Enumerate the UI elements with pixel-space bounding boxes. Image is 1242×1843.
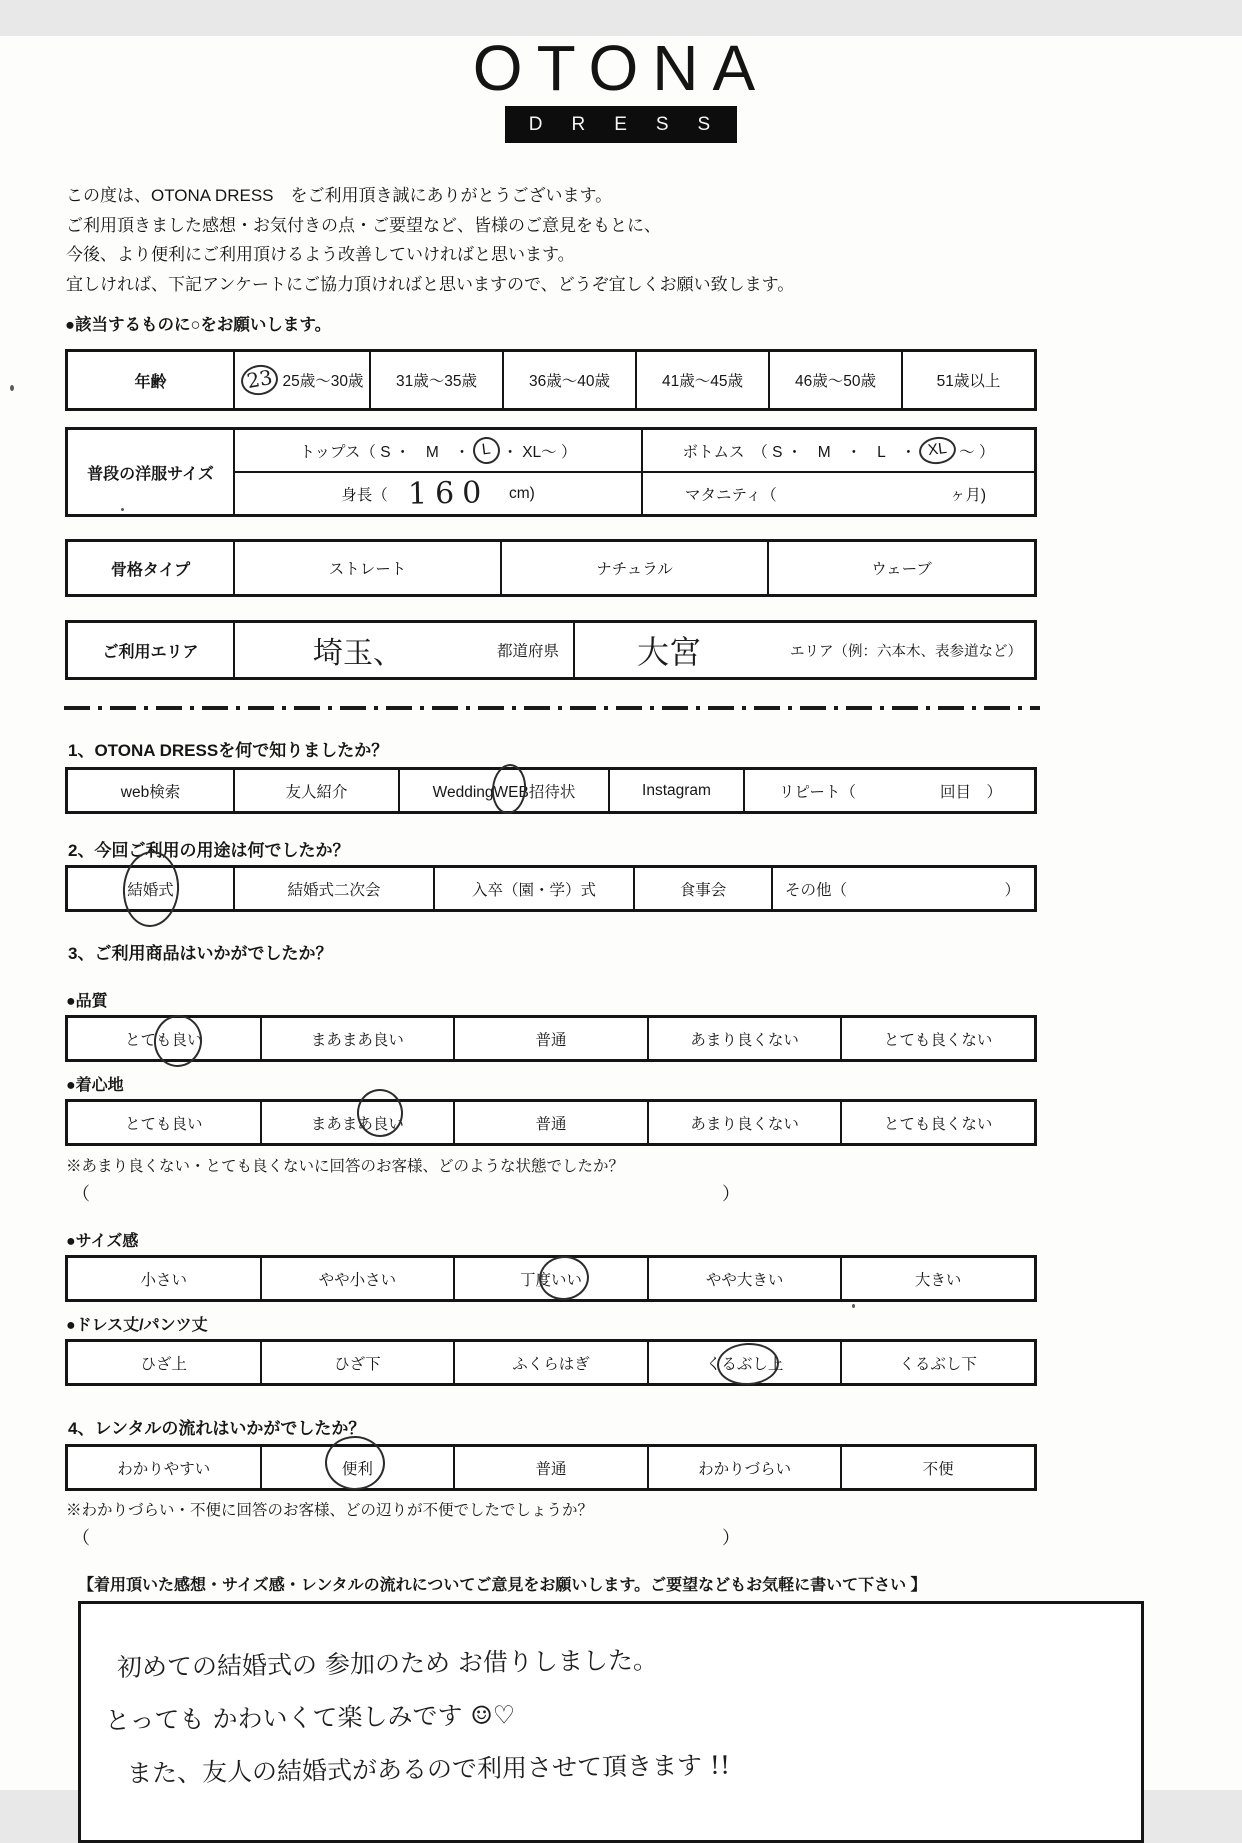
other-close-paren: ） xyxy=(1004,881,1020,899)
open-paren: （ xyxy=(72,1528,90,1548)
quality-option-label: とても良い xyxy=(125,1031,203,1049)
quality-table xyxy=(65,1015,1037,1062)
comfort-option-normal: 普通 xyxy=(453,1102,647,1143)
comfort-option-label: まあまあ良い xyxy=(310,1115,404,1133)
q1-option-weddingweb xyxy=(398,770,608,811)
q1-option-web: web検索 xyxy=(120,783,181,801)
prefecture-cell xyxy=(233,623,573,677)
area-example-note: エリア（例：六本木、表参道など） xyxy=(790,643,1022,660)
fit-option-just-right xyxy=(453,1258,647,1299)
comment-section-header: 【着用頂いた感想・サイズ感・レンタルの流れについてご意見をお願いします。ご要望などもお気軽に書いて下さい 】 xyxy=(78,1577,927,1594)
fit-option-large: 大きい xyxy=(840,1258,1034,1299)
q2-option-label: 結婚式 xyxy=(127,881,174,899)
tops-selected-circle: L xyxy=(471,435,501,465)
handwritten-comment-line: また、友人の結婚式があるので利用させて頂きます !! xyxy=(126,1750,731,1788)
scan-artifact xyxy=(121,508,124,511)
age-option-51-plus: 51歳以上 xyxy=(901,352,1034,408)
comfort-option-good xyxy=(260,1102,454,1143)
bottoms-size-cell xyxy=(641,430,1034,471)
q3-followup-note: ※あまり良くない・とても良くないに回答のお客様、どのような状態でしたか？ xyxy=(66,1158,625,1175)
q4-answer-parens xyxy=(72,1524,740,1550)
q2-option-wedding xyxy=(68,868,233,909)
q4-option-convenient xyxy=(260,1447,454,1488)
handwritten-comment-line: 初めての結婚式の 参加のため お借りしました。 xyxy=(116,1645,659,1683)
fit-label: ●サイズ感 xyxy=(66,1233,139,1250)
length-option-below-ankle: くるぶし下 xyxy=(840,1342,1034,1383)
maternity-cell xyxy=(641,473,1034,514)
city-cell xyxy=(573,623,1034,677)
survey-form-page xyxy=(0,32,1242,1790)
handwritten-city: 大宮 xyxy=(637,633,702,671)
repeat-label: リピート（ xyxy=(779,783,856,801)
maternity-label: マタニティ（ xyxy=(685,486,777,504)
age-option-46-50: 46歳～50歳 xyxy=(768,352,901,408)
length-option-above-knee: ひざ上 xyxy=(140,1355,188,1373)
q2-option-dinner: 食事会 xyxy=(633,868,771,909)
area-label: ご利用エリア xyxy=(102,643,199,661)
comfort-option-very-good: とても良い xyxy=(125,1115,203,1133)
q3-title: 3、ご利用商品はいかがでしたか？ xyxy=(68,944,333,963)
q2-option-other xyxy=(771,868,1038,909)
fit-option-label: 丁度いい xyxy=(519,1271,582,1289)
q2-table xyxy=(65,865,1037,912)
length-option-below-knee: ひざ下 xyxy=(260,1342,454,1383)
q4-followup-note: ※わかりづらい・不便に回答のお客様、どの辺りが不便でしたでしょうか？ xyxy=(66,1502,594,1519)
quality-option-very-good xyxy=(68,1018,260,1059)
age-option-41-45: 41歳～45歳 xyxy=(635,352,768,408)
skeleton-option-natural: ナチュラル xyxy=(500,542,767,594)
length-label: ●ドレス丈/パンツ丈 xyxy=(66,1317,208,1334)
q1-table xyxy=(65,767,1037,814)
skeleton-option-straight: ストレート xyxy=(233,542,500,594)
comfort-option-bad: とても良くない xyxy=(840,1102,1034,1143)
length-option-above-ankle xyxy=(647,1342,841,1383)
fit-table xyxy=(65,1255,1037,1302)
usage-area-table xyxy=(65,620,1037,680)
bottoms-options-end: ～ ） xyxy=(959,443,995,461)
handwritten-age-value: 23 xyxy=(239,362,281,398)
fit-option-slightly-large: やや大きい xyxy=(647,1258,841,1299)
q4-title: 4、レンタルの流れはいかがでしたか？ xyxy=(68,1419,366,1438)
handwritten-height-value: 160 xyxy=(407,475,490,512)
quality-option-bad: とても良くない xyxy=(840,1018,1034,1059)
comfort-label: ●着心地 xyxy=(66,1077,124,1094)
quality-option-not-good: あまり良くない xyxy=(647,1018,841,1059)
handwritten-comment-line: とっても かわいくて楽しみです ☺♡ xyxy=(104,1700,516,1736)
height-label: 身長（ xyxy=(341,486,388,504)
q3-answer-parens xyxy=(72,1180,740,1206)
intro-line: 今後、より便利にご利用頂けるよう改善していければと思います。 xyxy=(66,245,575,264)
length-option-calf: ふくらはぎ xyxy=(453,1342,647,1383)
logo xyxy=(472,32,770,143)
q4-table xyxy=(65,1444,1037,1491)
intro-line: 宜しければ、下記アンケートにご協力頂ければと思いますので、どうぞ宜しくお願い致します。 xyxy=(66,274,795,294)
intro-text xyxy=(66,181,1242,299)
skeleton-label: 骨格タイプ xyxy=(110,561,191,579)
skeleton-option-wave: ウェーブ xyxy=(767,542,1034,594)
tops-size-cell xyxy=(233,430,641,471)
q1-option-label: WeddingWEB招待状 xyxy=(432,783,576,801)
maternity-unit: ヶ月) xyxy=(949,486,986,504)
scan-artifact xyxy=(852,1304,855,1308)
q1-title: 1、OTONA DRESSを何で知りましたか？ xyxy=(68,741,389,760)
handwritten-prefecture: 埼玉、 xyxy=(313,636,403,671)
open-paren: （ xyxy=(72,1184,90,1204)
age-option-36-40: 36歳～40歳 xyxy=(502,352,635,408)
quality-option-normal: 普通 xyxy=(453,1018,647,1059)
height-cell xyxy=(233,473,641,514)
scan-artifact xyxy=(10,385,14,391)
length-option-label: くるぶし上 xyxy=(705,1355,784,1373)
bottoms-selected-circle: XL xyxy=(918,435,958,466)
size-table xyxy=(65,427,1037,517)
q1-option-instagram: Instagram xyxy=(608,770,743,811)
height-unit: cm) xyxy=(508,484,535,502)
logo-title: OTONA xyxy=(472,32,770,104)
skeleton-type-table xyxy=(65,539,1037,597)
q4-option-easy: わかりやすい xyxy=(117,1460,211,1478)
bottoms-options: ボトムス （ S ・ M ・ L ・ xyxy=(682,443,917,461)
age-option-label: 25歳～30歳 xyxy=(282,373,364,390)
logo-subtitle-bar: DRESS xyxy=(505,106,737,143)
age-option-31-35: 31歳～35歳 xyxy=(369,352,502,408)
q4-option-inconvenient: 不便 xyxy=(840,1447,1034,1488)
q4-option-confusing: わかりづらい xyxy=(647,1447,841,1488)
close-paren: ） xyxy=(722,1184,740,1204)
fit-option-small: 小さい xyxy=(140,1271,188,1289)
tops-options-end: ・ XL～ ） xyxy=(502,443,577,461)
age-label: 年齢 xyxy=(134,373,167,391)
q1-option-repeat xyxy=(743,770,1038,811)
q4-option-label: 便利 xyxy=(341,1460,373,1478)
repeat-count-label: 回目 ） xyxy=(939,783,1002,801)
q4-option-normal: 普通 xyxy=(453,1447,647,1488)
quality-option-good: まあまあ良い xyxy=(260,1018,454,1059)
q2-title: 2、今回ご利用の用途は何でしたか？ xyxy=(68,841,350,860)
other-label: その他（ xyxy=(785,881,848,899)
tops-options: トップス（ S ・ M ・ xyxy=(299,443,470,461)
close-paren: ） xyxy=(722,1528,740,1548)
q2-option-afterparty: 結婚式二次会 xyxy=(233,868,433,909)
comfort-option-not-good: あまり良くない xyxy=(647,1102,841,1143)
comfort-table xyxy=(65,1099,1037,1146)
fit-option-slightly-small: やや小さい xyxy=(260,1258,454,1299)
prefecture-note: 都道府県 xyxy=(496,643,559,660)
age-table xyxy=(65,349,1037,411)
quality-label: ●品質 xyxy=(66,993,108,1010)
q2-option-ceremony: 入卒（園・学）式 xyxy=(433,868,633,909)
age-option-25-30 xyxy=(233,352,369,408)
intro-line: この度は、OTONA DRESS をご利用頂き誠にありがとうございます。 xyxy=(66,186,613,205)
length-table xyxy=(65,1339,1037,1386)
comment-box xyxy=(78,1601,1144,1843)
q1-option-friend: 友人紹介 xyxy=(233,770,398,811)
dashed-divider xyxy=(64,706,1040,710)
size-label: 普段の洋服サイズ xyxy=(87,465,214,483)
intro-line: ご利用頂きました感想・お気付きの点・ご要望など、皆様のご意見をもとに、 xyxy=(66,215,661,235)
circle-instruction: ●該当するものに○をお願いします。 xyxy=(65,316,332,334)
